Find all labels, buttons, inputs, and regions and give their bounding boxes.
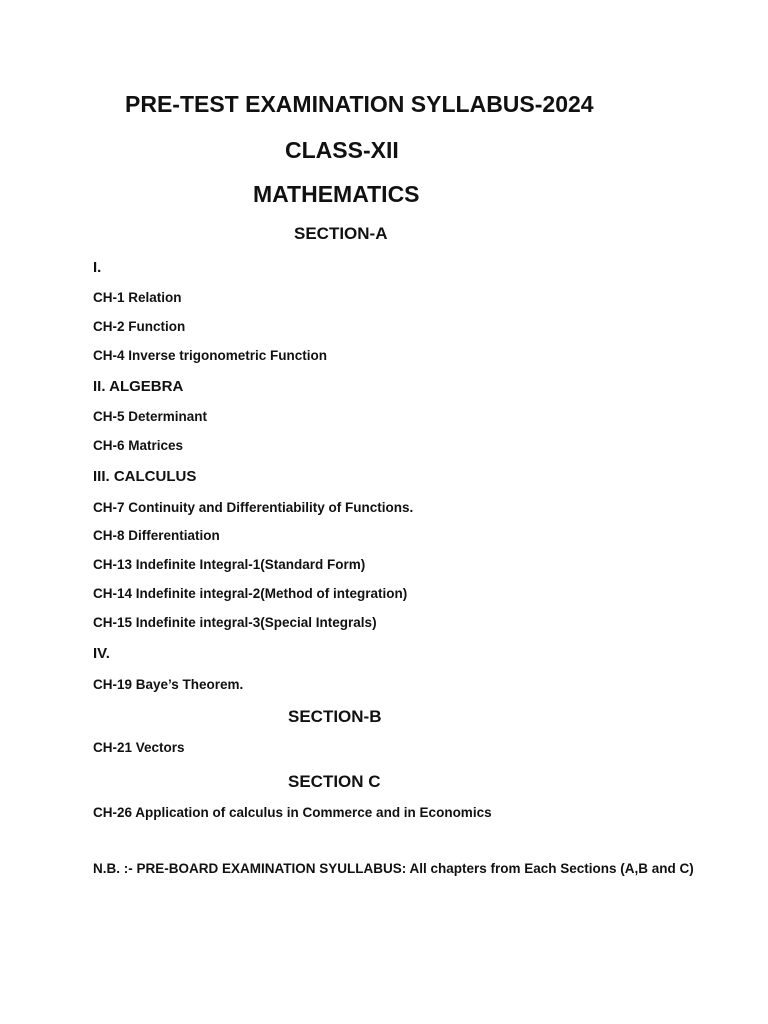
chapter-item: CH-5 Determinant	[93, 409, 208, 424]
document-title: PRE-TEST EXAMINATION SYLLABUS-2024	[125, 91, 594, 117]
class-heading: CLASS-XII	[285, 137, 399, 163]
unit-3-heading: III. CALCULUS	[93, 468, 197, 485]
chapter-item: CH-6 Matrices	[93, 438, 184, 453]
chapter-item: CH-7 Continuity and Differentiability of Functions.	[93, 500, 414, 515]
chapter-item: CH-13 Indefinite Integral-1(Standard Form)	[93, 557, 366, 572]
footnote: N.B. :- PRE-BOARD EXAMINATION SYULLABUS: All chapters from Each Sections (A,B and C)	[93, 861, 694, 876]
chapter-item: CH-2 Function	[93, 319, 186, 334]
chapter-item: CH-19 Baye’s Theorem.	[93, 677, 244, 692]
chapter-item: CH-8 Differentiation	[93, 528, 220, 543]
chapter-item: CH-14 Indefinite integral-2(Method of integration)	[93, 586, 408, 601]
chapter-item: CH-1 Relation	[93, 290, 182, 305]
chapter-item: CH-15 Indefinite integral-3(Special Integrals)	[93, 615, 377, 630]
chapter-item: CH-21 Vectors	[93, 740, 185, 755]
section-b-heading: SECTION-B	[288, 707, 382, 726]
chapter-item: CH-26 Application of calculus in Commerce and in Economics	[93, 805, 492, 820]
section-c-heading: SECTION C	[288, 772, 381, 791]
unit-4-heading: IV.	[93, 645, 110, 662]
subject-heading: MATHEMATICS	[253, 181, 420, 207]
section-a-heading: SECTION-A	[294, 224, 388, 243]
unit-1-heading: I.	[93, 259, 102, 276]
chapter-item: CH-4 Inverse trigonometric Function	[93, 348, 328, 363]
unit-2-heading: II. ALGEBRA	[93, 378, 184, 395]
